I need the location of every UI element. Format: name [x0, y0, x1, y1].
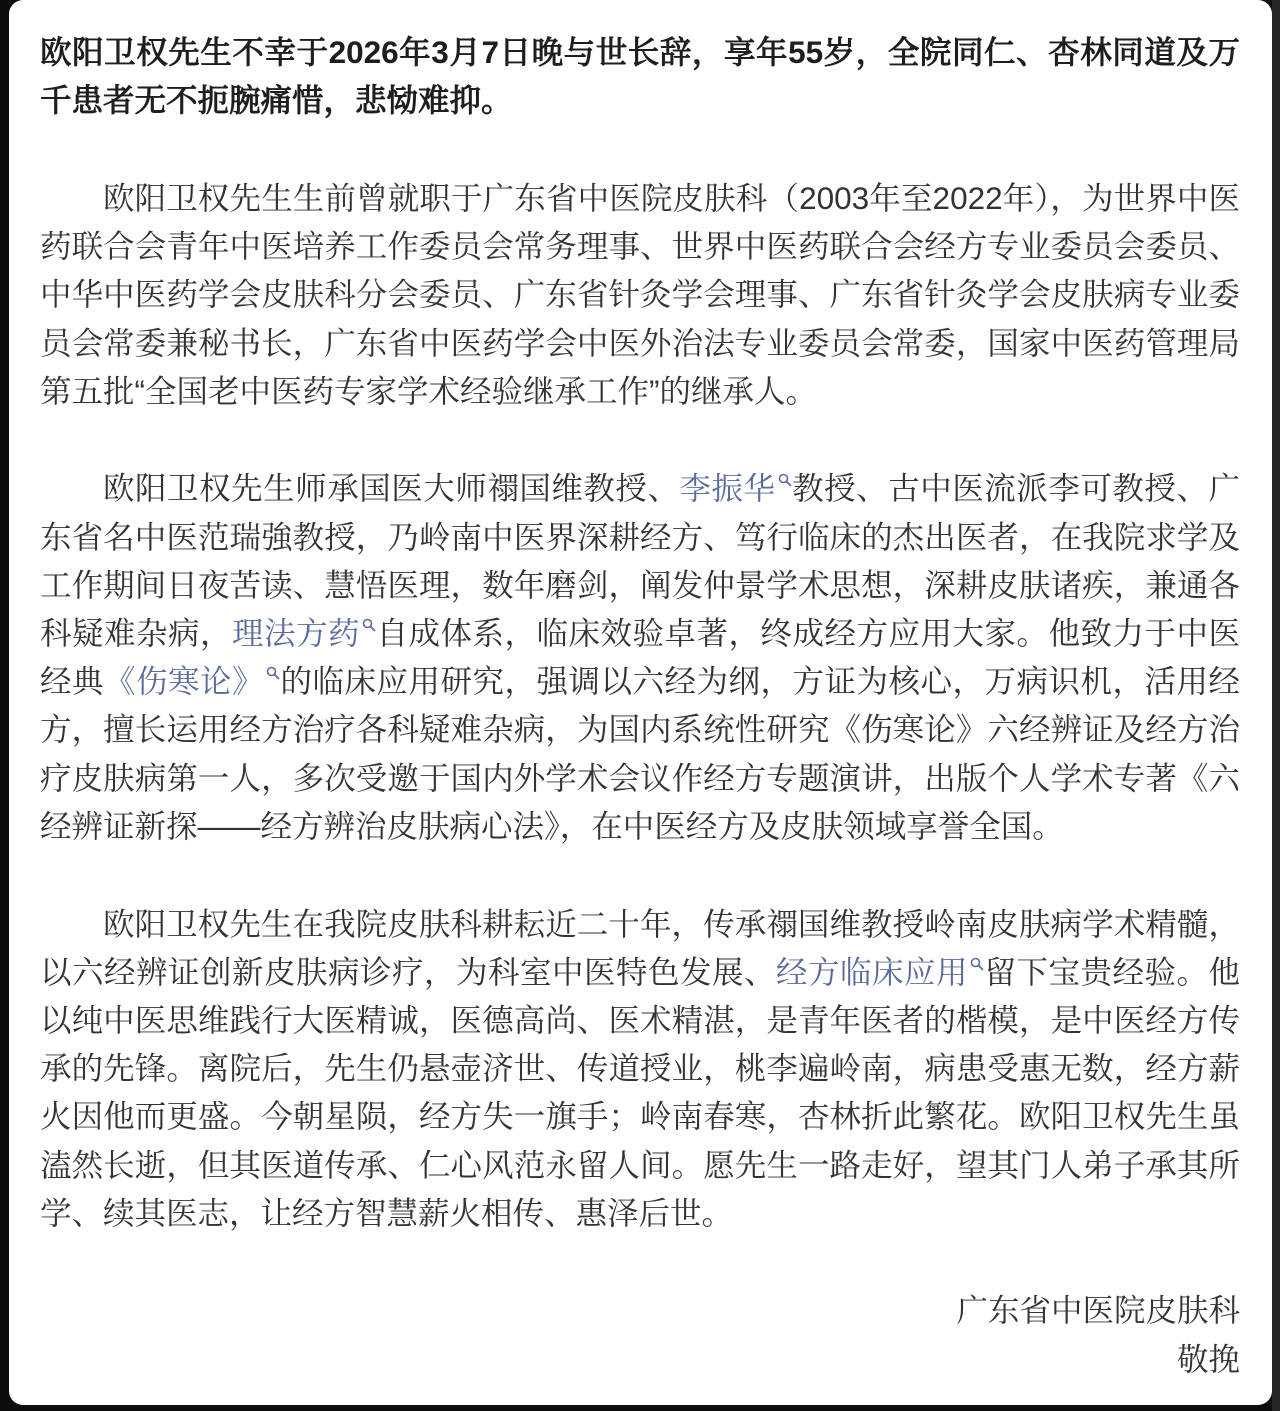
search-icon[interactable]: [970, 957, 984, 971]
mentorship-paragraph: [40, 464, 1240, 850]
mentorship-text: 的临床应用研究，强调以六经为纲，方证为核心，万病识机，活用经方，擅长运用经方治疗各科疑难杂病，为国内系统性研究《伤寒论》六经辨证及经方治疗皮肤病第一人，多次受邀于国内外学术会议作经方专题演讲，出版个人学术专著《六经辨证新探——经方辨治皮肤病心法》，在中医经方及皮肤领域享誉全国。: [40, 663, 1240, 844]
window-frame-edge: [1272, 0, 1280, 1411]
keyword-link-lifa-fangyao[interactable]: [232, 615, 376, 651]
legacy-text: 留下宝贵经验。他以纯中医思维践行大医精诚，医德高尚、医术精湛，是青年医者的楷模，是中医经方传承的先锋。离院后，先生仍悬壶济世、传道授业，桃李遍岭南，病患受惠无数，经方薪火因他而更盛。今朝星陨，经方失一旗手；岭南春寒，杏林折此繁花。欧阳卫权先生虽溘然长逝，但其医道传承、仁心风范永留人间。愿先生一路走好，望其门人弟子承其所学、续其医志，让经方智慧薪火相传、惠泽后世。: [40, 953, 1240, 1231]
keyword-link-li-zhenhua[interactable]: [680, 470, 792, 506]
mentorship-text: 自成体系，临床效验卓著，终成经方应用大家。他致力于中医经典: [40, 615, 1240, 700]
keyword-link-label: 理法方药: [232, 615, 360, 652]
career-paragraph: [40, 174, 1240, 415]
signature-closing: 敬挽: [1176, 1340, 1240, 1377]
article-body: [40, 28, 1240, 1383]
search-icon[interactable]: [266, 666, 280, 680]
signature-org: 广东省中医院皮肤科: [956, 1292, 1240, 1329]
article-card: [9, 0, 1272, 1405]
career-text: 欧阳卫权先生生前曾就职于广东省中医院皮肤科（2003年至2022年），为世界中医药联合会青年中医培养工作委员会常务理事、世界中医药联合会经方专业委员会委员、中华中医药学会皮肤科分会委员、广东省针灸学会理事、广东省针灸学会皮肤病专业委员会常委兼秘书长，广东省中医药学会中医外治法专业委员会常委，国家中医药管理局第五批“全国老中医药专家学术经验继承工作”的继承人。: [40, 179, 1240, 409]
search-icon[interactable]: [362, 618, 376, 632]
keyword-link-label: 《伤寒论》: [104, 663, 264, 700]
legacy-text: 欧阳卫权先生在我院皮肤科耕耘近二十年，传承禤国维教授岭南皮肤病学术精髓，以六经辨证创新皮肤病诊疗，为科室中医特色发展、: [40, 905, 1240, 990]
keyword-link-label: 经方临床应用: [775, 953, 968, 990]
legacy-paragraph: [40, 900, 1240, 1237]
keyword-link-shanghan-lun[interactable]: [104, 663, 280, 699]
mentorship-text: 欧阳卫权先生师承国医大师禤国维教授、: [103, 470, 680, 507]
obituary-intro-paragraph: [40, 28, 1240, 124]
mentorship-text: 教授、古中医流派李可教授、广东省名中医范瑞強教授，乃岭南中医界深耕经方、笃行临床的杰出医者，在我院求学及工作期间日夜苦读、慧悟医理，数年磨剑，阐发仲景学术思想，深耕皮肤诸疾，兼通各科疑难杂病，: [40, 470, 1240, 652]
keyword-link-jingfang-clinical[interactable]: [776, 954, 984, 990]
obituary-intro-text: 欧阳卫权先生不幸于2026年3月7日晚与世长辞，享年55岁，全院同仁、杏林同道及万千患者无不扼腕痛惜，悲恸难抑。: [40, 34, 1240, 119]
signature-block: [40, 1286, 1240, 1382]
search-icon[interactable]: [778, 473, 792, 487]
keyword-link-label: 李振华: [679, 470, 776, 507]
